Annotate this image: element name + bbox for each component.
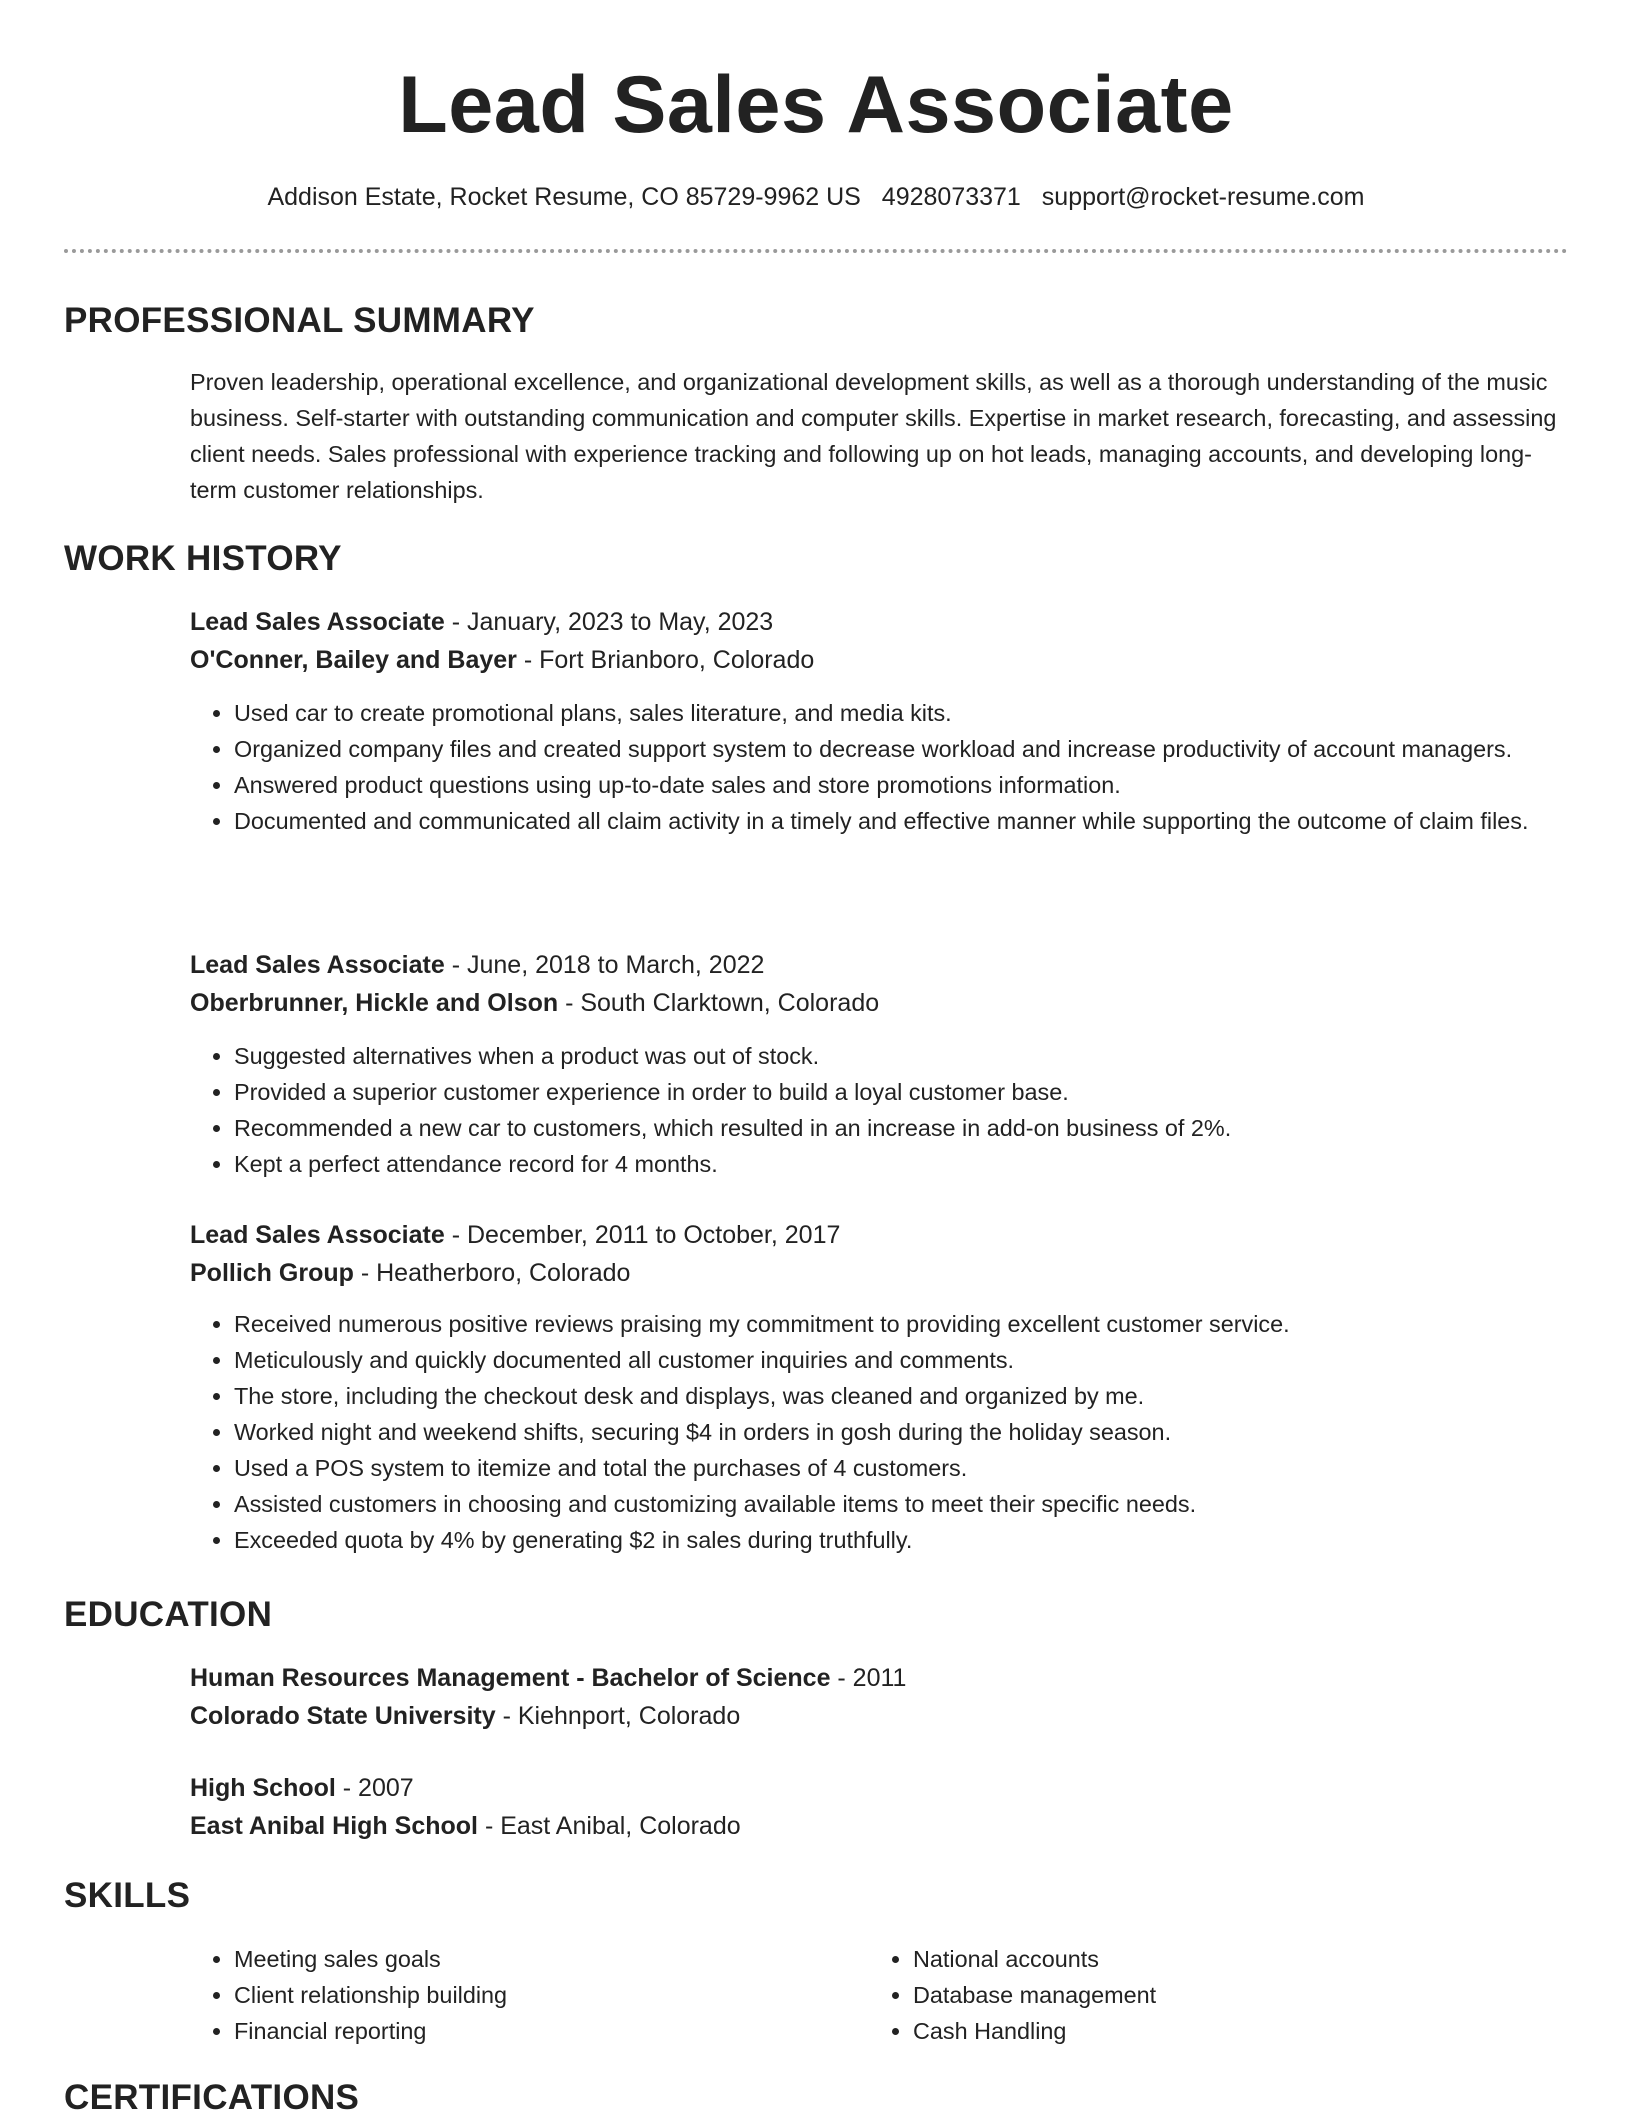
job-title-line xyxy=(190,1216,1568,1254)
list-item: • Cash Handling xyxy=(913,2013,1469,2049)
list-item: • Organized company files and created support system to decrease workload and increase productivity of account managers. xyxy=(234,731,1568,767)
resume-page xyxy=(64,0,1568,2117)
job-bullets xyxy=(190,695,1568,839)
job-entry xyxy=(190,1216,1568,1558)
job-location: - South Clarktown, Colorado xyxy=(558,989,880,1017)
list-item: • Suggested alternatives when a product was out of stock. xyxy=(234,1038,1568,1074)
job-entry xyxy=(190,946,1568,1182)
education-entry xyxy=(190,1769,1568,1845)
list-item: • Used car to create promotional plans, sales literature, and media kits. xyxy=(234,695,1568,731)
resume-name: Lead Sales Associate xyxy=(398,60,1234,150)
list-item: • Received numerous positive reviews praising my commitment to providing excellent customer service. xyxy=(234,1306,1568,1342)
job-entry xyxy=(190,603,1568,839)
school: East Anibal High School xyxy=(190,1812,478,1840)
header-divider xyxy=(64,249,1568,253)
school-line xyxy=(190,1807,1568,1845)
summary-section-title: PROFESSIONAL SUMMARY xyxy=(64,301,535,340)
work-history-section-title: WORK HISTORY xyxy=(64,539,342,578)
job-location: - Fort Brianboro, Colorado xyxy=(516,646,815,674)
degree: Human Resources Management - Bachelor of Science xyxy=(190,1664,831,1692)
job-bullets xyxy=(190,1038,1568,1182)
list-item: • Financial reporting xyxy=(234,2013,790,2049)
skills-section-title: SKILLS xyxy=(64,1876,191,1915)
list-item: • Recommended a new car to customers, which resulted in an increase in add-on business of 2%. xyxy=(234,1110,1568,1146)
list-item: • National accounts xyxy=(913,1941,1469,1977)
school-location: - East Anibal, Colorado xyxy=(478,1812,741,1840)
job-title: Lead Sales Associate xyxy=(190,951,445,979)
certifications-section-title: CERTIFICATIONS xyxy=(64,2078,360,2117)
job-title-line xyxy=(190,946,1568,984)
skills-list xyxy=(190,1941,790,2049)
list-item: • Meeting sales goals xyxy=(234,1941,790,1977)
job-title: Lead Sales Associate xyxy=(190,1221,445,1249)
job-company: Oberbrunner, Hickle and Olson xyxy=(190,989,559,1017)
contact-address: Addison Estate, Rocket Resume, CO 85729-9962 US xyxy=(267,183,861,211)
contact-email: support@rocket-resume.com xyxy=(1041,183,1365,211)
education-entry xyxy=(190,1659,1568,1735)
list-item: • Answered product questions using up-to-date sales and store promotions information. xyxy=(234,767,1568,803)
job-company-line xyxy=(190,641,1568,679)
education-section-title: EDUCATION xyxy=(64,1595,273,1634)
contact-line xyxy=(64,180,1568,214)
contact-phone: 4928073371 xyxy=(881,183,1021,211)
list-item: • Meticulously and quickly documented all customer inquiries and comments. xyxy=(234,1342,1568,1378)
list-item: • Database management xyxy=(913,1977,1469,2013)
job-dates: - June, 2018 to March, 2022 xyxy=(444,951,765,979)
list-item: • Worked night and weekend shifts, securing $4 in orders in gosh during the holiday season. xyxy=(234,1414,1568,1450)
job-title: Lead Sales Associate xyxy=(190,608,445,636)
list-item: • Exceeded quota by 4% by generating $2 in sales during truthfully. xyxy=(234,1522,1568,1558)
degree: High School xyxy=(190,1774,336,1802)
list-item: • Provided a superior customer experience in order to build a loyal customer base. xyxy=(234,1074,1568,1110)
job-company: O'Conner, Bailey and Bayer xyxy=(190,646,517,674)
degree-year: - 2011 xyxy=(830,1664,907,1692)
school-line xyxy=(190,1697,1568,1735)
list-item: • Kept a perfect attendance record for 4 months. xyxy=(234,1146,1568,1182)
skills-column-right xyxy=(869,1941,1469,2049)
skills-list xyxy=(869,1941,1469,2049)
list-item: • The store, including the checkout desk and displays, was cleaned and organized by me. xyxy=(234,1378,1568,1414)
job-company-line xyxy=(190,1254,1568,1292)
job-dates: - December, 2011 to October, 2017 xyxy=(444,1221,841,1249)
list-item: • Documented and communicated all claim activity in a timely and effective manner while supporting the outcome of claim files. xyxy=(234,803,1568,839)
list-item: • Assisted customers in choosing and customizing available items to meet their specific needs. xyxy=(234,1486,1568,1522)
job-location: - Heatherboro, Colorado xyxy=(353,1259,631,1287)
list-item: • Used a POS system to itemize and total the purchases of 4 customers. xyxy=(234,1450,1568,1486)
skills-column-left xyxy=(190,1941,790,2049)
job-company: Pollich Group xyxy=(190,1259,354,1287)
degree-line xyxy=(190,1769,1568,1807)
list-item: • Client relationship building xyxy=(234,1977,790,2013)
job-title-line xyxy=(190,603,1568,641)
summary-text: Proven leadership, operational excellence, and organizational development skills, as well as a thorough understanding of the music business. Self-starter with outstanding communication and computer skills. Expertise in market research, forecasting, and assessing client needs. Sales professional with experience tracking and following up on hot leads, managing accounts, and developing long-term customer relationships. xyxy=(190,369,1557,503)
degree-line xyxy=(190,1659,1568,1697)
job-company-line xyxy=(190,984,1568,1022)
school-location: - Kiehnport, Colorado xyxy=(495,1702,741,1730)
job-dates: - January, 2023 to May, 2023 xyxy=(444,608,774,636)
degree-year: - 2007 xyxy=(335,1774,414,1802)
job-bullets xyxy=(190,1306,1568,1558)
summary-block xyxy=(190,364,1568,508)
school: Colorado State University xyxy=(190,1702,496,1730)
